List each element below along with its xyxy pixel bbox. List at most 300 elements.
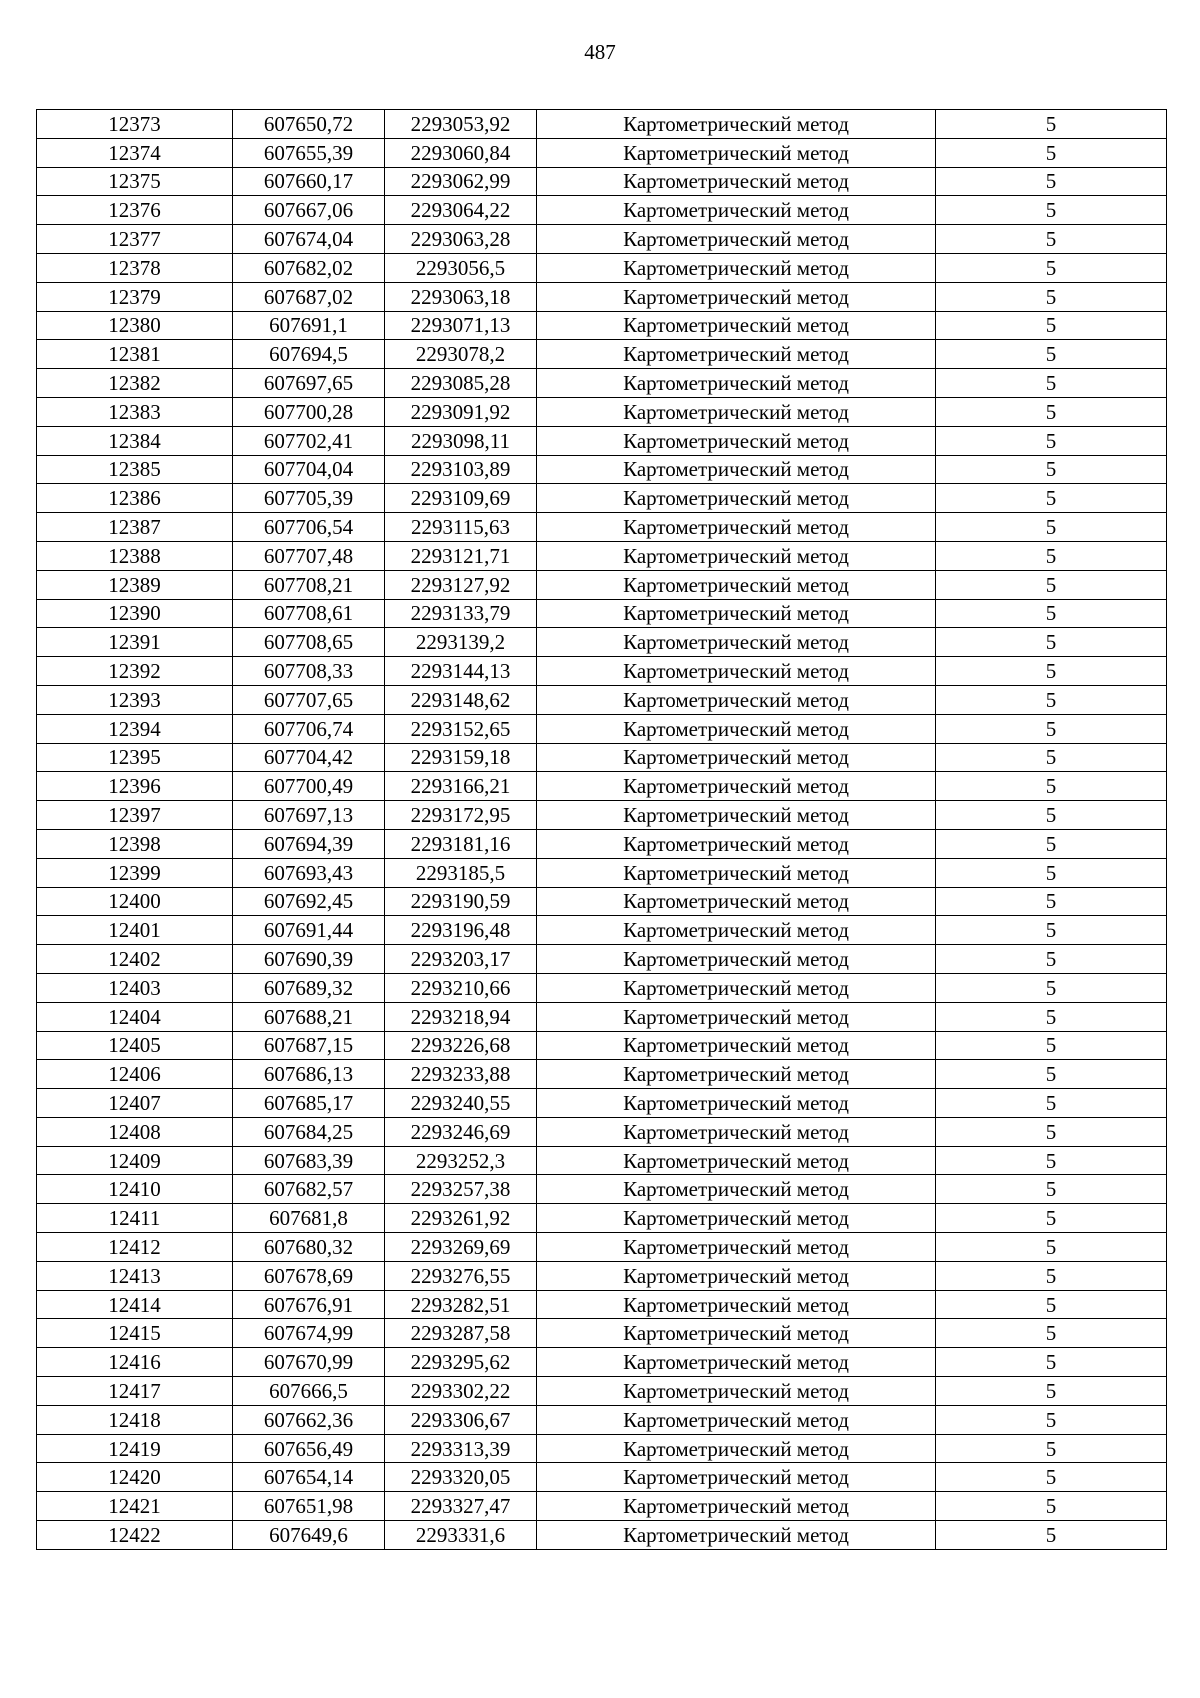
point-number-cell: 12385 xyxy=(37,455,233,484)
point-number-cell: 12391 xyxy=(37,628,233,657)
method-cell: Картометрический метод xyxy=(537,1434,936,1463)
accuracy-cell: 5 xyxy=(936,1492,1167,1521)
point-number-cell: 12419 xyxy=(37,1434,233,1463)
method-cell: Картометрический метод xyxy=(537,1002,936,1031)
y-coordinate-cell: 2293261,92 xyxy=(385,1204,537,1233)
method-cell: Картометрический метод xyxy=(537,1261,936,1290)
x-coordinate-cell: 607655,39 xyxy=(233,138,385,167)
y-coordinate-cell: 2293269,69 xyxy=(385,1233,537,1262)
point-number-cell: 12402 xyxy=(37,945,233,974)
y-coordinate-cell: 2293115,63 xyxy=(385,513,537,542)
table-row xyxy=(37,110,1167,139)
point-number-cell: 12403 xyxy=(37,973,233,1002)
table-row xyxy=(37,196,1167,225)
table-row xyxy=(37,1290,1167,1319)
x-coordinate-cell: 607693,43 xyxy=(233,858,385,887)
accuracy-cell: 5 xyxy=(936,513,1167,542)
table-row xyxy=(37,628,1167,657)
table-row xyxy=(37,858,1167,887)
y-coordinate-cell: 2293190,59 xyxy=(385,887,537,916)
table-row xyxy=(37,743,1167,772)
method-cell: Картометрический метод xyxy=(537,714,936,743)
y-coordinate-cell: 2293085,28 xyxy=(385,369,537,398)
x-coordinate-cell: 607650,72 xyxy=(233,110,385,139)
accuracy-cell: 5 xyxy=(936,167,1167,196)
y-coordinate-cell: 2293196,48 xyxy=(385,916,537,945)
table-row xyxy=(37,1233,1167,1262)
y-coordinate-cell: 2293152,65 xyxy=(385,714,537,743)
table-row xyxy=(37,685,1167,714)
y-coordinate-cell: 2293172,95 xyxy=(385,801,537,830)
x-coordinate-cell: 607702,41 xyxy=(233,426,385,455)
point-number-cell: 12407 xyxy=(37,1089,233,1118)
point-number-cell: 12404 xyxy=(37,1002,233,1031)
accuracy-cell: 5 xyxy=(936,916,1167,945)
table-row xyxy=(37,714,1167,743)
point-number-cell: 12417 xyxy=(37,1377,233,1406)
method-cell: Картометрический метод xyxy=(537,1405,936,1434)
y-coordinate-cell: 2293139,2 xyxy=(385,628,537,657)
y-coordinate-cell: 2293252,3 xyxy=(385,1146,537,1175)
x-coordinate-cell: 607704,04 xyxy=(233,455,385,484)
point-number-cell: 12376 xyxy=(37,196,233,225)
accuracy-cell: 5 xyxy=(936,1117,1167,1146)
point-number-cell: 12380 xyxy=(37,311,233,340)
x-coordinate-cell: 607697,13 xyxy=(233,801,385,830)
method-cell: Картометрический метод xyxy=(537,1117,936,1146)
y-coordinate-cell: 2293233,88 xyxy=(385,1060,537,1089)
accuracy-cell: 5 xyxy=(936,1405,1167,1434)
method-cell: Картометрический метод xyxy=(537,743,936,772)
accuracy-cell: 5 xyxy=(936,801,1167,830)
point-number-cell: 12389 xyxy=(37,570,233,599)
point-number-cell: 12414 xyxy=(37,1290,233,1319)
accuracy-cell: 5 xyxy=(936,253,1167,282)
table-row xyxy=(37,657,1167,686)
method-cell: Картометрический метод xyxy=(537,1377,936,1406)
method-cell: Картометрический метод xyxy=(537,1031,936,1060)
point-number-cell: 12383 xyxy=(37,397,233,426)
x-coordinate-cell: 607676,91 xyxy=(233,1290,385,1319)
coordinates-table-body xyxy=(37,110,1167,1550)
accuracy-cell: 5 xyxy=(936,1204,1167,1233)
method-cell: Картометрический метод xyxy=(537,426,936,455)
y-coordinate-cell: 2293063,28 xyxy=(385,225,537,254)
method-cell: Картометрический метод xyxy=(537,1233,936,1262)
accuracy-cell: 5 xyxy=(936,1146,1167,1175)
accuracy-cell: 5 xyxy=(936,110,1167,139)
point-number-cell: 12396 xyxy=(37,772,233,801)
method-cell: Картометрический метод xyxy=(537,397,936,426)
point-number-cell: 12381 xyxy=(37,340,233,369)
accuracy-cell: 5 xyxy=(936,1319,1167,1348)
accuracy-cell: 5 xyxy=(936,455,1167,484)
point-number-cell: 12395 xyxy=(37,743,233,772)
y-coordinate-cell: 2293159,18 xyxy=(385,743,537,772)
y-coordinate-cell: 2293109,69 xyxy=(385,484,537,513)
point-number-cell: 12415 xyxy=(37,1319,233,1348)
y-coordinate-cell: 2293218,94 xyxy=(385,1002,537,1031)
x-coordinate-cell: 607685,17 xyxy=(233,1089,385,1118)
point-number-cell: 12387 xyxy=(37,513,233,542)
accuracy-cell: 5 xyxy=(936,1175,1167,1204)
y-coordinate-cell: 2293133,79 xyxy=(385,599,537,628)
table-row xyxy=(37,455,1167,484)
x-coordinate-cell: 607670,99 xyxy=(233,1348,385,1377)
x-coordinate-cell: 607682,02 xyxy=(233,253,385,282)
method-cell: Картометрический метод xyxy=(537,110,936,139)
point-number-cell: 12422 xyxy=(37,1521,233,1550)
y-coordinate-cell: 2293246,69 xyxy=(385,1117,537,1146)
point-number-cell: 12379 xyxy=(37,282,233,311)
y-coordinate-cell: 2293257,38 xyxy=(385,1175,537,1204)
method-cell: Картометрический метод xyxy=(537,513,936,542)
point-number-cell: 12401 xyxy=(37,916,233,945)
method-cell: Картометрический метод xyxy=(537,628,936,657)
accuracy-cell: 5 xyxy=(936,397,1167,426)
y-coordinate-cell: 2293185,5 xyxy=(385,858,537,887)
point-number-cell: 12374 xyxy=(37,138,233,167)
x-coordinate-cell: 607684,25 xyxy=(233,1117,385,1146)
x-coordinate-cell: 607708,65 xyxy=(233,628,385,657)
y-coordinate-cell: 2293320,05 xyxy=(385,1463,537,1492)
table-row xyxy=(37,829,1167,858)
y-coordinate-cell: 2293327,47 xyxy=(385,1492,537,1521)
x-coordinate-cell: 607678,69 xyxy=(233,1261,385,1290)
table-row xyxy=(37,282,1167,311)
method-cell: Картометрический метод xyxy=(537,657,936,686)
method-cell: Картометрический метод xyxy=(537,1060,936,1089)
table-row xyxy=(37,1175,1167,1204)
method-cell: Картометрический метод xyxy=(537,138,936,167)
accuracy-cell: 5 xyxy=(936,484,1167,513)
table-row xyxy=(37,340,1167,369)
accuracy-cell: 5 xyxy=(936,1463,1167,1492)
point-number-cell: 12408 xyxy=(37,1117,233,1146)
table-row xyxy=(37,772,1167,801)
x-coordinate-cell: 607683,39 xyxy=(233,1146,385,1175)
table-row xyxy=(37,916,1167,945)
method-cell: Картометрический метод xyxy=(537,973,936,1002)
accuracy-cell: 5 xyxy=(936,541,1167,570)
x-coordinate-cell: 607691,44 xyxy=(233,916,385,945)
x-coordinate-cell: 607649,6 xyxy=(233,1521,385,1550)
x-coordinate-cell: 607682,57 xyxy=(233,1175,385,1204)
accuracy-cell: 5 xyxy=(936,225,1167,254)
x-coordinate-cell: 607674,04 xyxy=(233,225,385,254)
table-row xyxy=(37,570,1167,599)
accuracy-cell: 5 xyxy=(936,570,1167,599)
table-row xyxy=(37,1002,1167,1031)
accuracy-cell: 5 xyxy=(936,282,1167,311)
method-cell: Картометрический метод xyxy=(537,829,936,858)
table-row xyxy=(37,1348,1167,1377)
accuracy-cell: 5 xyxy=(936,829,1167,858)
y-coordinate-cell: 2293282,51 xyxy=(385,1290,537,1319)
table-row xyxy=(37,1463,1167,1492)
table-row xyxy=(37,1089,1167,1118)
table-row xyxy=(37,484,1167,513)
table-row xyxy=(37,426,1167,455)
x-coordinate-cell: 607692,45 xyxy=(233,887,385,916)
point-number-cell: 12420 xyxy=(37,1463,233,1492)
method-cell: Картометрический метод xyxy=(537,311,936,340)
table-row xyxy=(37,369,1167,398)
accuracy-cell: 5 xyxy=(936,1377,1167,1406)
page-number: 487 xyxy=(584,40,616,64)
y-coordinate-cell: 2293166,21 xyxy=(385,772,537,801)
y-coordinate-cell: 2293287,58 xyxy=(385,1319,537,1348)
point-number-cell: 12411 xyxy=(37,1204,233,1233)
y-coordinate-cell: 2293226,68 xyxy=(385,1031,537,1060)
accuracy-cell: 5 xyxy=(936,599,1167,628)
point-number-cell: 12409 xyxy=(37,1146,233,1175)
x-coordinate-cell: 607705,39 xyxy=(233,484,385,513)
table-row xyxy=(37,513,1167,542)
accuracy-cell: 5 xyxy=(936,369,1167,398)
x-coordinate-cell: 607708,33 xyxy=(233,657,385,686)
point-number-cell: 12418 xyxy=(37,1405,233,1434)
point-number-cell: 12377 xyxy=(37,225,233,254)
accuracy-cell: 5 xyxy=(936,973,1167,1002)
method-cell: Картометрический метод xyxy=(537,196,936,225)
point-number-cell: 12384 xyxy=(37,426,233,455)
x-coordinate-cell: 607691,1 xyxy=(233,311,385,340)
point-number-cell: 12412 xyxy=(37,1233,233,1262)
table-row xyxy=(37,1377,1167,1406)
point-number-cell: 12399 xyxy=(37,858,233,887)
method-cell: Картометрический метод xyxy=(537,1348,936,1377)
accuracy-cell: 5 xyxy=(936,1233,1167,1262)
x-coordinate-cell: 607706,74 xyxy=(233,714,385,743)
x-coordinate-cell: 607688,21 xyxy=(233,1002,385,1031)
y-coordinate-cell: 2293056,5 xyxy=(385,253,537,282)
x-coordinate-cell: 607662,36 xyxy=(233,1405,385,1434)
point-number-cell: 12386 xyxy=(37,484,233,513)
y-coordinate-cell: 2293091,92 xyxy=(385,397,537,426)
method-cell: Картометрический метод xyxy=(537,599,936,628)
method-cell: Картометрический метод xyxy=(537,1146,936,1175)
accuracy-cell: 5 xyxy=(936,743,1167,772)
table-row xyxy=(37,1204,1167,1233)
point-number-cell: 12397 xyxy=(37,801,233,830)
method-cell: Картометрический метод xyxy=(537,1521,936,1550)
accuracy-cell: 5 xyxy=(936,858,1167,887)
method-cell: Картометрический метод xyxy=(537,1319,936,1348)
accuracy-cell: 5 xyxy=(936,311,1167,340)
point-number-cell: 12406 xyxy=(37,1060,233,1089)
table-row xyxy=(37,801,1167,830)
x-coordinate-cell: 607660,17 xyxy=(233,167,385,196)
table-row xyxy=(37,1031,1167,1060)
accuracy-cell: 5 xyxy=(936,1060,1167,1089)
x-coordinate-cell: 607681,8 xyxy=(233,1204,385,1233)
table-row xyxy=(37,945,1167,974)
x-coordinate-cell: 607687,02 xyxy=(233,282,385,311)
table-row xyxy=(37,1117,1167,1146)
table-row xyxy=(37,1261,1167,1290)
accuracy-cell: 5 xyxy=(936,1002,1167,1031)
y-coordinate-cell: 2293103,89 xyxy=(385,455,537,484)
point-number-cell: 12405 xyxy=(37,1031,233,1060)
x-coordinate-cell: 607697,65 xyxy=(233,369,385,398)
accuracy-cell: 5 xyxy=(936,685,1167,714)
table-row xyxy=(37,1434,1167,1463)
point-number-cell: 12413 xyxy=(37,1261,233,1290)
y-coordinate-cell: 2293127,92 xyxy=(385,570,537,599)
x-coordinate-cell: 607704,42 xyxy=(233,743,385,772)
x-coordinate-cell: 607694,39 xyxy=(233,829,385,858)
x-coordinate-cell: 607687,15 xyxy=(233,1031,385,1060)
x-coordinate-cell: 607708,61 xyxy=(233,599,385,628)
x-coordinate-cell: 607708,21 xyxy=(233,570,385,599)
y-coordinate-cell: 2293063,18 xyxy=(385,282,537,311)
y-coordinate-cell: 2293144,13 xyxy=(385,657,537,686)
table-row xyxy=(37,887,1167,916)
accuracy-cell: 5 xyxy=(936,657,1167,686)
y-coordinate-cell: 2293071,13 xyxy=(385,311,537,340)
accuracy-cell: 5 xyxy=(936,714,1167,743)
accuracy-cell: 5 xyxy=(936,945,1167,974)
table-row xyxy=(37,397,1167,426)
y-coordinate-cell: 2293062,99 xyxy=(385,167,537,196)
y-coordinate-cell: 2293078,2 xyxy=(385,340,537,369)
accuracy-cell: 5 xyxy=(936,1089,1167,1118)
y-coordinate-cell: 2293148,62 xyxy=(385,685,537,714)
table-row xyxy=(37,225,1167,254)
point-number-cell: 12416 xyxy=(37,1348,233,1377)
table-row xyxy=(37,311,1167,340)
method-cell: Картометрический метод xyxy=(537,772,936,801)
table-row xyxy=(37,253,1167,282)
table-row xyxy=(37,1060,1167,1089)
accuracy-cell: 5 xyxy=(936,426,1167,455)
method-cell: Картометрический метод xyxy=(537,340,936,369)
point-number-cell: 12400 xyxy=(37,887,233,916)
method-cell: Картометрический метод xyxy=(537,1204,936,1233)
x-coordinate-cell: 607700,49 xyxy=(233,772,385,801)
point-number-cell: 12392 xyxy=(37,657,233,686)
point-number-cell: 12390 xyxy=(37,599,233,628)
x-coordinate-cell: 607667,06 xyxy=(233,196,385,225)
method-cell: Картометрический метод xyxy=(537,253,936,282)
x-coordinate-cell: 607707,48 xyxy=(233,541,385,570)
accuracy-cell: 5 xyxy=(936,1348,1167,1377)
x-coordinate-cell: 607656,49 xyxy=(233,1434,385,1463)
table-row xyxy=(37,1146,1167,1175)
accuracy-cell: 5 xyxy=(936,887,1167,916)
x-coordinate-cell: 607694,5 xyxy=(233,340,385,369)
method-cell: Картометрический метод xyxy=(537,685,936,714)
point-number-cell: 12398 xyxy=(37,829,233,858)
method-cell: Картометрический метод xyxy=(537,225,936,254)
accuracy-cell: 5 xyxy=(936,628,1167,657)
point-number-cell: 12393 xyxy=(37,685,233,714)
table-row xyxy=(37,1405,1167,1434)
accuracy-cell: 5 xyxy=(936,196,1167,225)
y-coordinate-cell: 2293240,55 xyxy=(385,1089,537,1118)
y-coordinate-cell: 2293098,11 xyxy=(385,426,537,455)
y-coordinate-cell: 2293295,62 xyxy=(385,1348,537,1377)
x-coordinate-cell: 607651,98 xyxy=(233,1492,385,1521)
accuracy-cell: 5 xyxy=(936,772,1167,801)
x-coordinate-cell: 607706,54 xyxy=(233,513,385,542)
accuracy-cell: 5 xyxy=(936,1521,1167,1550)
accuracy-cell: 5 xyxy=(936,1031,1167,1060)
method-cell: Картометрический метод xyxy=(537,858,936,887)
x-coordinate-cell: 607689,32 xyxy=(233,973,385,1002)
point-number-cell: 12382 xyxy=(37,369,233,398)
y-coordinate-cell: 2293203,17 xyxy=(385,945,537,974)
point-number-cell: 12375 xyxy=(37,167,233,196)
method-cell: Картометрический метод xyxy=(537,167,936,196)
x-coordinate-cell: 607654,14 xyxy=(233,1463,385,1492)
method-cell: Картометрический метод xyxy=(537,1290,936,1319)
point-number-cell: 12378 xyxy=(37,253,233,282)
table-row xyxy=(37,138,1167,167)
table-row xyxy=(37,1492,1167,1521)
method-cell: Картометрический метод xyxy=(537,945,936,974)
point-number-cell: 12410 xyxy=(37,1175,233,1204)
method-cell: Картометрический метод xyxy=(537,282,936,311)
method-cell: Картометрический метод xyxy=(537,916,936,945)
accuracy-cell: 5 xyxy=(936,1290,1167,1319)
point-number-cell: 12421 xyxy=(37,1492,233,1521)
y-coordinate-cell: 2293064,22 xyxy=(385,196,537,225)
method-cell: Картометрический метод xyxy=(537,1492,936,1521)
table-row xyxy=(37,167,1167,196)
x-coordinate-cell: 607690,39 xyxy=(233,945,385,974)
accuracy-cell: 5 xyxy=(936,1434,1167,1463)
y-coordinate-cell: 2293313,39 xyxy=(385,1434,537,1463)
method-cell: Картометрический метод xyxy=(537,801,936,830)
y-coordinate-cell: 2293053,92 xyxy=(385,110,537,139)
method-cell: Картометрический метод xyxy=(537,1089,936,1118)
method-cell: Картометрический метод xyxy=(537,570,936,599)
y-coordinate-cell: 2293302,22 xyxy=(385,1377,537,1406)
x-coordinate-cell: 607700,28 xyxy=(233,397,385,426)
method-cell: Картометрический метод xyxy=(537,484,936,513)
x-coordinate-cell: 607666,5 xyxy=(233,1377,385,1406)
y-coordinate-cell: 2293306,67 xyxy=(385,1405,537,1434)
table-row xyxy=(37,1521,1167,1550)
point-number-cell: 12373 xyxy=(37,110,233,139)
x-coordinate-cell: 607707,65 xyxy=(233,685,385,714)
method-cell: Картометрический метод xyxy=(537,455,936,484)
point-number-cell: 12394 xyxy=(37,714,233,743)
coordinates-table xyxy=(36,109,1167,1550)
table-row xyxy=(37,973,1167,1002)
accuracy-cell: 5 xyxy=(936,1261,1167,1290)
y-coordinate-cell: 2293210,66 xyxy=(385,973,537,1002)
accuracy-cell: 5 xyxy=(936,340,1167,369)
accuracy-cell: 5 xyxy=(936,138,1167,167)
y-coordinate-cell: 2293276,55 xyxy=(385,1261,537,1290)
table-row xyxy=(37,599,1167,628)
method-cell: Картометрический метод xyxy=(537,887,936,916)
method-cell: Картометрический метод xyxy=(537,1463,936,1492)
x-coordinate-cell: 607686,13 xyxy=(233,1060,385,1089)
x-coordinate-cell: 607674,99 xyxy=(233,1319,385,1348)
x-coordinate-cell: 607680,32 xyxy=(233,1233,385,1262)
y-coordinate-cell: 2293121,71 xyxy=(385,541,537,570)
method-cell: Картометрический метод xyxy=(537,541,936,570)
method-cell: Картометрический метод xyxy=(537,369,936,398)
table-row xyxy=(37,1319,1167,1348)
y-coordinate-cell: 2293331,6 xyxy=(385,1521,537,1550)
method-cell: Картометрический метод xyxy=(537,1175,936,1204)
y-coordinate-cell: 2293181,16 xyxy=(385,829,537,858)
